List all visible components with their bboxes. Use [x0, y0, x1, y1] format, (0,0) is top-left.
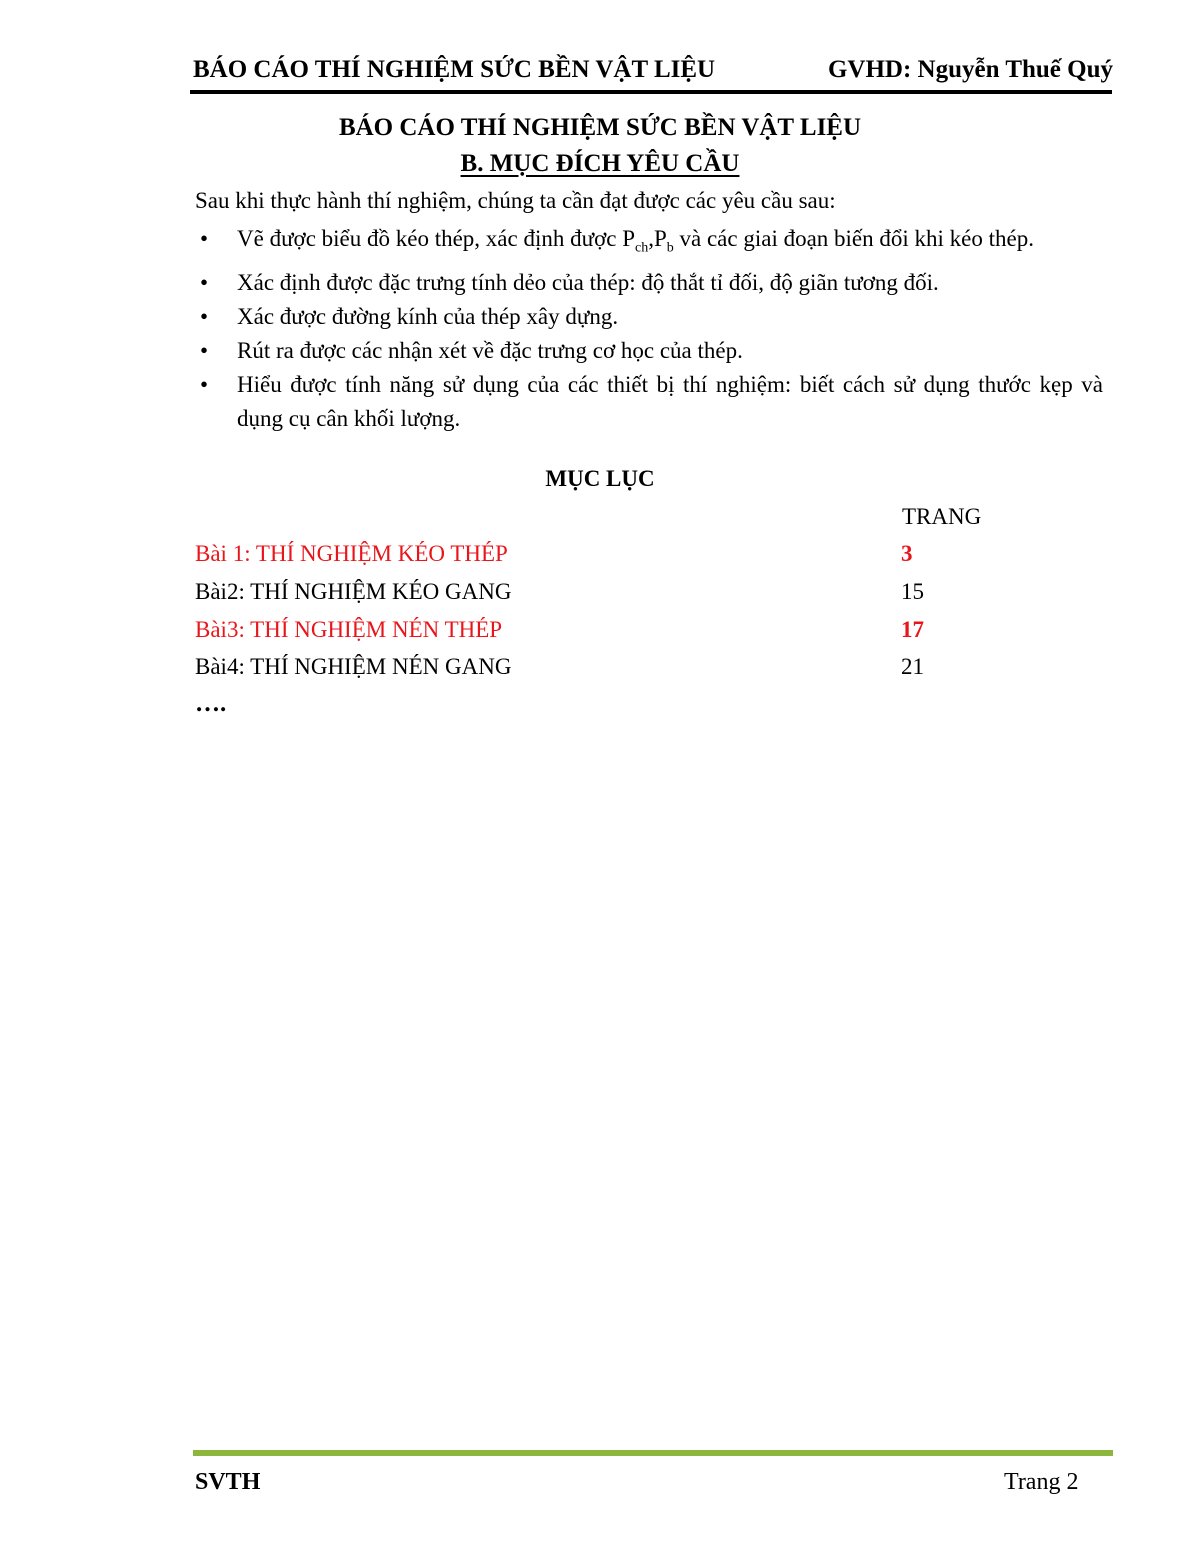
list-item: • Rút ra được các nhận xét về đặc trưng cơ học của thép. [195, 334, 1103, 368]
header-instructor: GVHD: Nguyễn Thuế Quý [827, 56, 1113, 83]
toc-entry-title: Bài4: THÍ NGHIỆM NÉN GANG [195, 654, 512, 679]
toc-page-column-label: TRANG [902, 504, 982, 529]
bullet-icon: • [200, 371, 209, 397]
toc-entry-page: 15 [901, 579, 924, 604]
toc-entry-title: Bài3: THÍ NGHIỆM NÉN THÉP [195, 617, 503, 642]
toc-entry-page: 3 [901, 541, 913, 566]
toc-entry[interactable] [195, 617, 995, 651]
toc-entry-page: 17 [901, 617, 924, 642]
toc-entry[interactable] [195, 541, 995, 575]
header-divider [190, 90, 1112, 94]
bullet-icon: • [200, 269, 209, 295]
footer-divider [193, 1450, 1113, 1456]
toc-entry-title: Bài 1: THÍ NGHIỆM KÉO THÉP [195, 541, 508, 566]
toc-entry[interactable] [195, 654, 995, 688]
document-title: BÁO CÁO THÍ NGHIỆM SỨC BỀN VẬT LIỆU [338, 114, 862, 141]
requirements-list [195, 222, 1103, 436]
toc-entry-page: 21 [901, 654, 924, 679]
bullet-icon: • [200, 337, 209, 363]
footer-student-label: SVTH [195, 1469, 261, 1495]
footer-page-number: Trang 2 [1004, 1469, 1079, 1495]
section-heading-text: B. MỤC ĐÍCH YÊU CẦU [460, 150, 740, 177]
toc-entry-title: Bài2: THÍ NGHIỆM KÉO GANG [195, 579, 512, 604]
list-item: • Vẽ được biểu đồ kéo thép, xác định được $P_{ch},P_b$ và các giai đoạn biến đổi khi kéo thép. [195, 222, 1103, 266]
list-item: • Xác được đường kính của thép xây dựng. [195, 300, 1103, 334]
toc-heading: MỤC LỤC [545, 466, 655, 491]
toc-entry[interactable] [195, 579, 995, 613]
page-header [193, 52, 1113, 92]
list-item: • Hiểu được tính năng sử dụng của các thiết bị thí nghiệm: biết cách sử dụng thước kẹp và dụng cụ cân khối lượng. [195, 368, 1103, 436]
bullet-icon: • [200, 226, 209, 251]
toc-continuation: …. [195, 690, 227, 717]
list-item: • Xác định được đặc trưng tính dẻo của thép: độ thắt tỉ đối, độ giãn tương đối. [195, 266, 1103, 300]
section-heading [0, 150, 1200, 178]
bullet-icon: • [200, 303, 209, 329]
header-report-title: BÁO CÁO THÍ NGHIỆM SỨC BỀN VẬT LIỆU [193, 56, 716, 83]
intro-paragraph: Sau khi thực hành thí nghiệm, chúng ta cần đạt được các yêu cầu sau: [195, 188, 836, 213]
